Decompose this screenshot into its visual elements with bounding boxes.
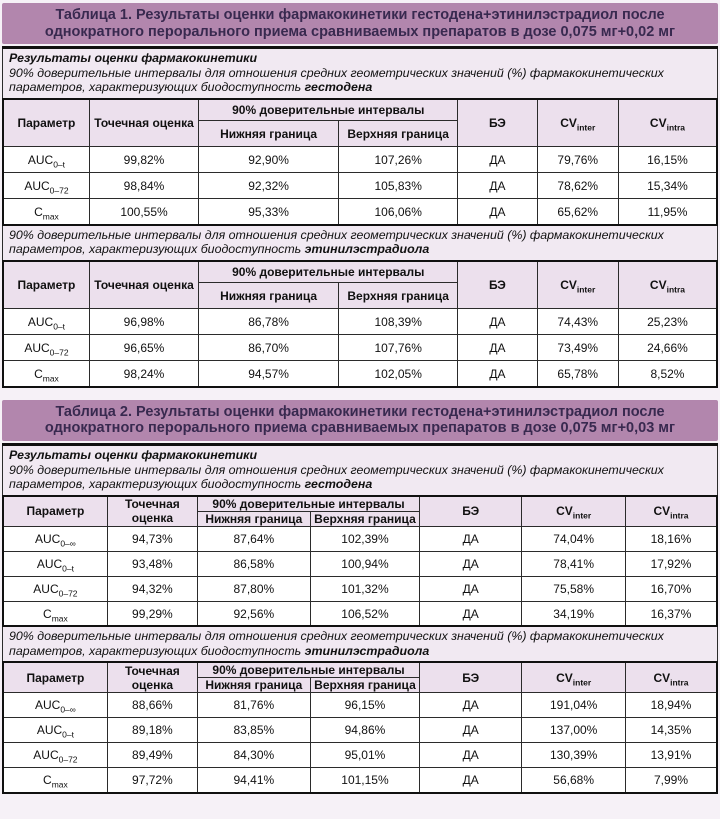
table-row <box>3 361 717 387</box>
value-cell: 98,84% <box>89 173 198 199</box>
table1-section <box>2 3 718 388</box>
value-cell: 89,49% <box>107 743 197 768</box>
col-header-upper-bound: Верхняя граница <box>339 283 458 309</box>
value-cell: 94,41% <box>197 768 310 793</box>
parameter-cell: $AUC_{0-t}$ <box>3 718 107 743</box>
table2-block1-note <box>2 446 718 495</box>
value-cell: 93,48% <box>107 551 197 576</box>
table-row <box>3 576 717 601</box>
value-cell: 94,73% <box>107 526 197 551</box>
drug-name: этинилэстрадиола <box>304 643 430 658</box>
value-cell: 95,01% <box>310 743 419 768</box>
value-cell: 95,33% <box>199 199 339 225</box>
value-cell: 16,37% <box>625 601 717 626</box>
col-header-param: Параметр <box>3 662 107 693</box>
parameter-cell: $AUC_{0-72}$ <box>3 576 107 601</box>
table2-ethinylestradiol-grid <box>2 661 718 794</box>
value-cell: 18,94% <box>625 693 717 718</box>
parameter-cell: $C_{max}$ <box>3 601 107 626</box>
col-header-lower-bound: Нижняя граница <box>199 121 339 147</box>
col-header-be: БЭ <box>420 496 522 527</box>
value-cell: 96,15% <box>310 693 419 718</box>
table-row <box>3 601 717 626</box>
value-cell: ДА <box>420 576 522 601</box>
value-cell: 94,57% <box>199 361 339 387</box>
value-cell: 87,80% <box>197 576 310 601</box>
table2-gestodene-grid <box>2 495 718 628</box>
col-header-lower-bound: Нижняя граница <box>197 678 310 693</box>
ci-note: 90% доверительные интервалы для отношения средних геометрических значений (%) фармакокинетических параметров, характеризующих биодоступность этинилэстрадиола <box>9 629 664 658</box>
drug-name: гестодена <box>304 80 373 95</box>
value-cell: 98,24% <box>89 361 198 387</box>
table-row <box>3 147 717 173</box>
table-row <box>3 335 717 361</box>
table-row <box>3 693 717 718</box>
col-header-cv-inter: $CV_{inter}$ <box>522 662 626 693</box>
col-header-ci: 90% доверительные интервалы <box>197 662 419 678</box>
value-cell: ДА <box>458 199 537 225</box>
value-cell: ДА <box>420 526 522 551</box>
value-cell: 88,66% <box>107 693 197 718</box>
col-header-cv-inter: $CV_{inter}$ <box>537 99 618 147</box>
parameter-cell: $AUC_{0-72}$ <box>3 335 89 361</box>
col-header-cv-intra: $CV_{intra}$ <box>625 496 717 527</box>
value-cell: 99,82% <box>89 147 198 173</box>
value-cell: ДА <box>458 361 537 387</box>
value-cell: 102,39% <box>310 526 419 551</box>
drug-name: гестодена <box>304 477 373 492</box>
col-header-upper-bound: Верхняя граница <box>310 511 419 526</box>
value-cell: 34,19% <box>522 601 626 626</box>
value-cell: ДА <box>458 309 537 335</box>
table2-title: Таблица 2. Результаты оценки фармакокинетики гестодена+этинилэстрадиол после однократного перорального приема сравниваемых препаратов в дозе 0,075 мг+0,03 мг <box>2 400 718 441</box>
col-header-cv-inter: $CV_{inter}$ <box>537 261 618 309</box>
value-cell: 87,64% <box>197 526 310 551</box>
col-header-param: Параметр <box>3 99 89 147</box>
parameter-cell: $AUC_{0-t}$ <box>3 309 89 335</box>
col-header-ci: 90% доверительные интервалы <box>197 496 419 512</box>
value-cell: 81,76% <box>197 693 310 718</box>
col-header-point-estimate: Точечная оценка <box>89 261 198 309</box>
value-cell: ДА <box>420 551 522 576</box>
value-cell: 73,49% <box>537 335 618 361</box>
table-row <box>3 743 717 768</box>
parameter-cell: $AUC_{0-\infty}$ <box>3 693 107 718</box>
col-header-cv-intra: $CV_{intra}$ <box>618 99 717 147</box>
value-cell: 92,56% <box>197 601 310 626</box>
col-header-cv-intra: $CV_{intra}$ <box>625 662 717 693</box>
col-header-be: БЭ <box>458 261 537 309</box>
value-cell: 16,70% <box>625 576 717 601</box>
col-header-param: Параметр <box>3 261 89 309</box>
col-header-upper-bound: Верхняя граница <box>339 121 458 147</box>
value-cell: 75,58% <box>522 576 626 601</box>
value-cell: 102,05% <box>339 361 458 387</box>
drug-name: этинилэстрадиола <box>304 242 430 257</box>
col-header-cv-intra: $CV_{intra}$ <box>618 261 717 309</box>
value-cell: 94,32% <box>107 576 197 601</box>
value-cell: 11,95% <box>618 199 717 225</box>
value-cell: 101,32% <box>310 576 419 601</box>
value-cell: ДА <box>420 718 522 743</box>
value-cell: 89,18% <box>107 718 197 743</box>
ci-note: 90% доверительные интервалы для отношения средних геометрических значений (%) фармакокинетических параметров, характеризующих биодоступность гестодена <box>9 462 664 492</box>
value-cell: 100,55% <box>89 199 198 225</box>
value-cell: 107,26% <box>339 147 458 173</box>
col-header-ci: 90% доверительные интервалы <box>199 99 458 121</box>
parameter-cell: $AUC_{0-72}$ <box>3 173 89 199</box>
value-cell: 107,76% <box>339 335 458 361</box>
value-cell: ДА <box>458 335 537 361</box>
ci-note: 90% доверительные интервалы для отношения средних геометрических значений (%) фармакокинетических параметров, характеризующих биодоступность гестодена <box>9 65 664 95</box>
parameter-cell: $AUC_{0-72}$ <box>3 743 107 768</box>
value-cell: 7,99% <box>625 768 717 793</box>
value-cell: ДА <box>458 173 537 199</box>
table-row <box>3 526 717 551</box>
value-cell: 191,04% <box>522 693 626 718</box>
table1-title: Таблица 1. Результаты оценки фармакокинетики гестодена+этинилэстрадиол после однократного перорального приема сравниваемых препаратов в дозе 0,075 мг+0,02 мг <box>2 3 718 44</box>
col-header-cv-inter: $CV_{inter}$ <box>522 496 626 527</box>
col-header-point-estimate: Точечная оценка <box>107 662 197 693</box>
value-cell: ДА <box>420 743 522 768</box>
table-row <box>3 718 717 743</box>
value-cell: 92,32% <box>199 173 339 199</box>
value-cell: 86,78% <box>199 309 339 335</box>
table1-gestodene-grid <box>2 98 718 226</box>
value-cell: 96,65% <box>89 335 198 361</box>
parameter-cell: $C_{max}$ <box>3 768 107 793</box>
parameter-cell: $C_{max}$ <box>3 361 89 387</box>
value-cell: ДА <box>420 601 522 626</box>
value-cell: 18,16% <box>625 526 717 551</box>
value-cell: 13,91% <box>625 743 717 768</box>
col-header-lower-bound: Нижняя граница <box>197 511 310 526</box>
value-cell: 56,68% <box>522 768 626 793</box>
value-cell: 106,52% <box>310 601 419 626</box>
table-row <box>3 551 717 576</box>
value-cell: 101,15% <box>310 768 419 793</box>
value-cell: 74,04% <box>522 526 626 551</box>
value-cell: 94,86% <box>310 718 419 743</box>
col-header-be: БЭ <box>420 662 522 693</box>
ci-note: 90% доверительные интервалы для отношения средних геометрических значений (%) фармакокинетических параметров, характеризующих биодоступность этинилэстрадиола <box>9 227 664 257</box>
value-cell: 84,30% <box>197 743 310 768</box>
value-cell: 99,29% <box>107 601 197 626</box>
value-cell: 78,41% <box>522 551 626 576</box>
col-header-be: БЭ <box>458 99 537 147</box>
value-cell: 100,94% <box>310 551 419 576</box>
table2-section <box>2 400 718 794</box>
value-cell: 8,52% <box>618 361 717 387</box>
parameter-cell: $AUC_{0-t}$ <box>3 147 89 173</box>
value-cell: 16,15% <box>618 147 717 173</box>
results-heading: Результаты оценки фармакокинетики <box>9 447 258 462</box>
value-cell: 79,76% <box>537 147 618 173</box>
table-row <box>3 173 717 199</box>
value-cell: 105,83% <box>339 173 458 199</box>
value-cell: 96,98% <box>89 309 198 335</box>
table-row <box>3 199 717 225</box>
value-cell: 86,70% <box>199 335 339 361</box>
value-cell: 74,43% <box>537 309 618 335</box>
value-cell: ДА <box>420 693 522 718</box>
value-cell: 106,06% <box>339 199 458 225</box>
parameter-cell: $AUC_{0-\infty}$ <box>3 526 107 551</box>
col-header-lower-bound: Нижняя граница <box>199 283 339 309</box>
table1-block1-note <box>2 49 718 98</box>
value-cell: ДА <box>420 768 522 793</box>
value-cell: 15,34% <box>618 173 717 199</box>
value-cell: 83,85% <box>197 718 310 743</box>
parameter-cell: $AUC_{0-t}$ <box>3 551 107 576</box>
table1-block2-note <box>2 226 718 260</box>
value-cell: 65,78% <box>537 361 618 387</box>
table-row <box>3 768 717 793</box>
value-cell: 24,66% <box>618 335 717 361</box>
col-header-ci: 90% доверительные интервалы <box>199 261 458 283</box>
value-cell: 137,00% <box>522 718 626 743</box>
value-cell: ДА <box>458 147 537 173</box>
value-cell: 108,39% <box>339 309 458 335</box>
value-cell: 25,23% <box>618 309 717 335</box>
results-heading: Результаты оценки фармакокинетики <box>9 51 258 65</box>
table2-block2-note <box>2 627 718 661</box>
col-header-point-estimate: Точечная оценка <box>107 496 197 527</box>
value-cell: 17,92% <box>625 551 717 576</box>
value-cell: 92,90% <box>199 147 339 173</box>
value-cell: 14,35% <box>625 718 717 743</box>
value-cell: 97,72% <box>107 768 197 793</box>
col-header-upper-bound: Верхняя граница <box>310 678 419 693</box>
col-header-param: Параметр <box>3 496 107 527</box>
value-cell: 86,58% <box>197 551 310 576</box>
value-cell: 130,39% <box>522 743 626 768</box>
parameter-cell: $C_{max}$ <box>3 199 89 225</box>
table-row <box>3 309 717 335</box>
table1-ethinylestradiol-grid <box>2 260 718 388</box>
value-cell: 78,62% <box>537 173 618 199</box>
value-cell: 65,62% <box>537 199 618 225</box>
col-header-point-estimate: Точечная оценка <box>89 99 198 147</box>
